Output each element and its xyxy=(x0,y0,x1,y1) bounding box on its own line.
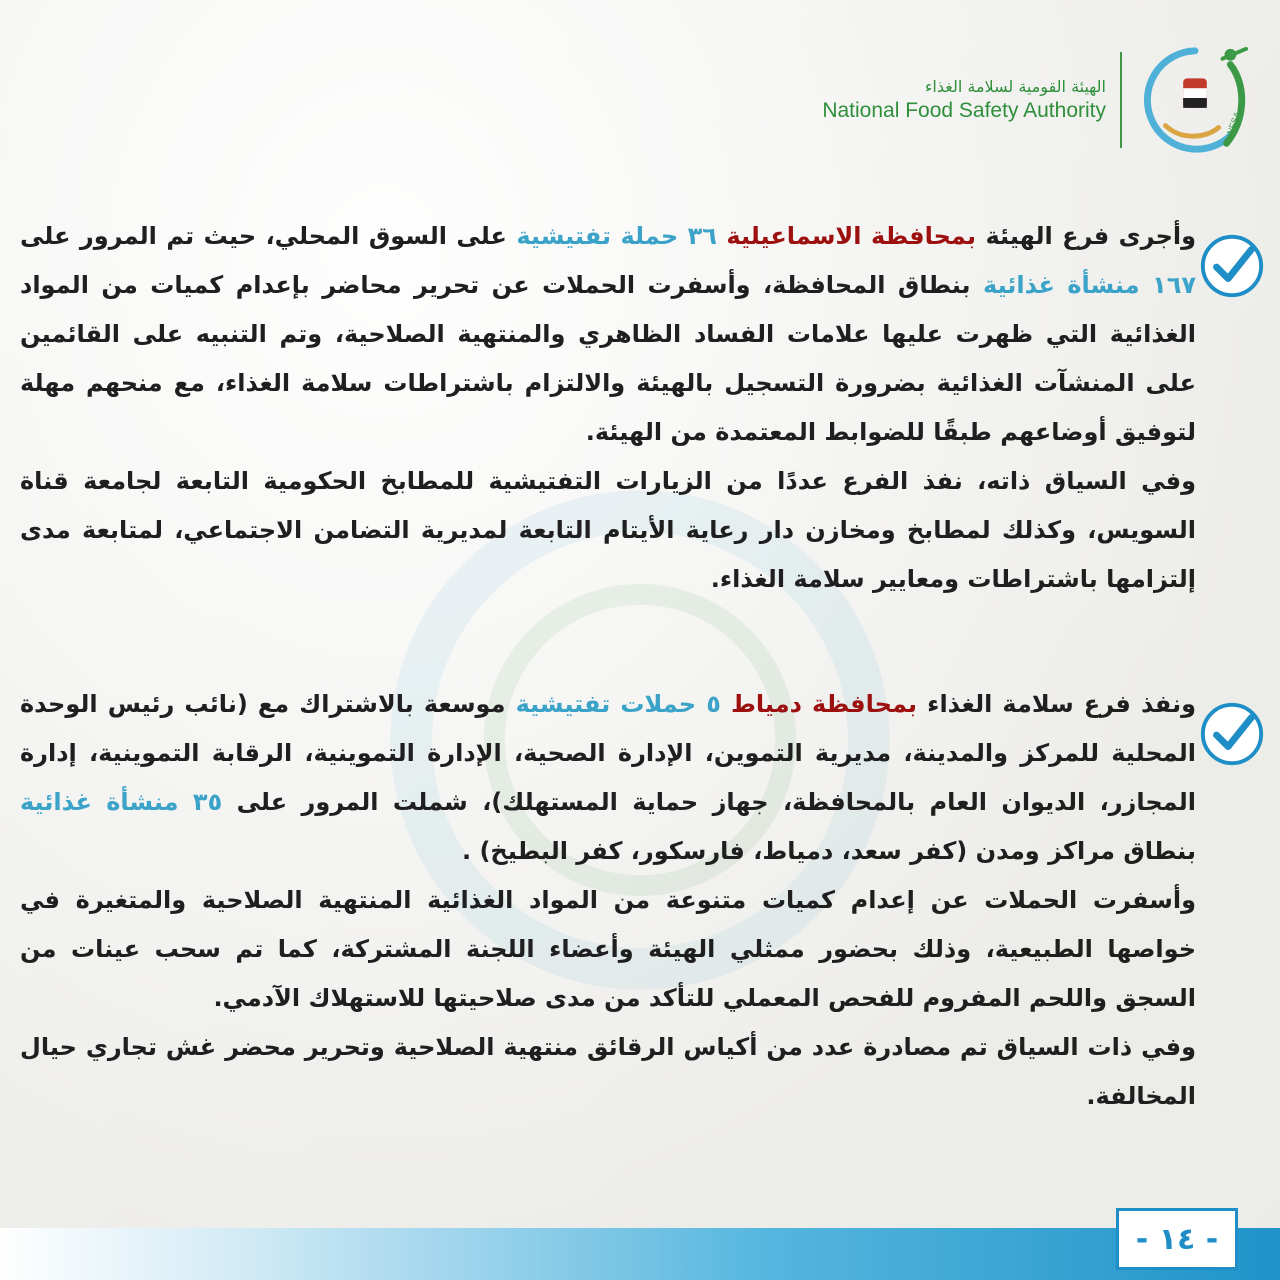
stat-highlight: ٣٥ منشأة غذائية xyxy=(20,788,223,816)
section1-paragraph2: وفي السياق ذاته، نفذ الفرع عددًا من الزيارات التفتيشية للمطابخ الحكومية التابعة لجامعة قناة السويس، وكذلك لمطابخ ومخازن دار رعاية الأيتام التابعة لمديرية التضامن الاجتماعي، لمتابعة مدى إلتزامها باشتراطات ومعايير سلامة الغذاء. xyxy=(20,467,1196,593)
org-name-ar: الهيئة القومية لسلامة الغذاء xyxy=(924,77,1106,96)
governorate-highlight: بمحافظة دمياط xyxy=(730,690,918,718)
footer-bar xyxy=(0,1228,1280,1280)
stat-highlight: ٥ حملات تفتيشية xyxy=(515,690,731,718)
brand-text xyxy=(822,76,1106,124)
text-run: ونفذ فرع سلامة الغذاء xyxy=(917,690,1197,718)
section2-paragraph2: وأسفرت الحملات عن إعدام كميات متنوعة من المواد الغذائية المنتهية الصلاحية والمتغيرة في خواصها الطبيعية، وذلك بحضور ممثلي الهيئة وأعضاء اللجنة المشتركة، كما تم سحب عينات من السجق واللحم المفروم للفحص المعملي للتأكد من مدى صلاحيتها للاستهلاك الآدمي. xyxy=(20,886,1196,1012)
logo-abbrev: NFSA xyxy=(1224,110,1243,137)
text-run: وأجرى فرع الهيئة xyxy=(976,222,1197,250)
header-divider xyxy=(1120,52,1122,148)
section2-paragraph1 xyxy=(20,680,1196,876)
stat-highlight: ١٦٧ منشأة غذائية xyxy=(983,271,1197,299)
text-run: على السوق المحلي، حيث تم المرور على xyxy=(20,222,517,250)
nfsa-logo xyxy=(1136,41,1254,159)
check-circle-icon xyxy=(1198,700,1266,768)
section-ismailia xyxy=(20,212,1196,604)
org-name-en: National Food Safety Authority xyxy=(822,99,1106,122)
governorate-highlight: بمحافظة الاسماعيلية xyxy=(726,222,977,250)
text-run: بنطاق المحافظة، وأسفرت الحملات عن تحرير محاضر بإعدام كميات من المواد الغذائية التي ظهرت عليها علامات الفساد الظاهري والمنتهية الصلاحية، وتم التنبيه على القائمين على المنشآت الغذائية بضرورة التسجيل بالهيئة والالتزام باشتراطات سلامة الغذاء، مع منحهم مهلة لتوفيق أوضاعهم طبقًا للضوابط المعتمدة من الهيئة. xyxy=(20,271,1196,446)
page-number: - ١٤ - xyxy=(1116,1208,1238,1270)
check-circle-icon xyxy=(1198,232,1266,300)
section1-paragraph1 xyxy=(20,212,1196,457)
text-run: موسعة بالاشتراك مع (نائب رئيس الوحدة المحلية للمركز والمدينة، مديرية التموين، الإدارة الصحية، الإدارة التموينية، الرقابة التموينية، إدارة المجازر، الديوان العام بالمحافظة، جهاز حماية المستهلك)، شملت المرور على xyxy=(20,690,1196,816)
stat-highlight: ٣٦ حملة تفتيشية xyxy=(516,222,727,250)
header xyxy=(822,40,1254,160)
section2-paragraph3: وفي ذات السياق تم مصادرة عدد من أكياس الرقائق منتهية الصلاحية وتحرير محضر غش تجاري حيال المخالفة. xyxy=(20,1033,1196,1110)
section-damietta xyxy=(20,680,1196,1121)
text-run: بنطاق مراكز ومدن (كفر سعد، دمياط، فارسكور، كفر البطيخ) . xyxy=(461,837,1196,865)
